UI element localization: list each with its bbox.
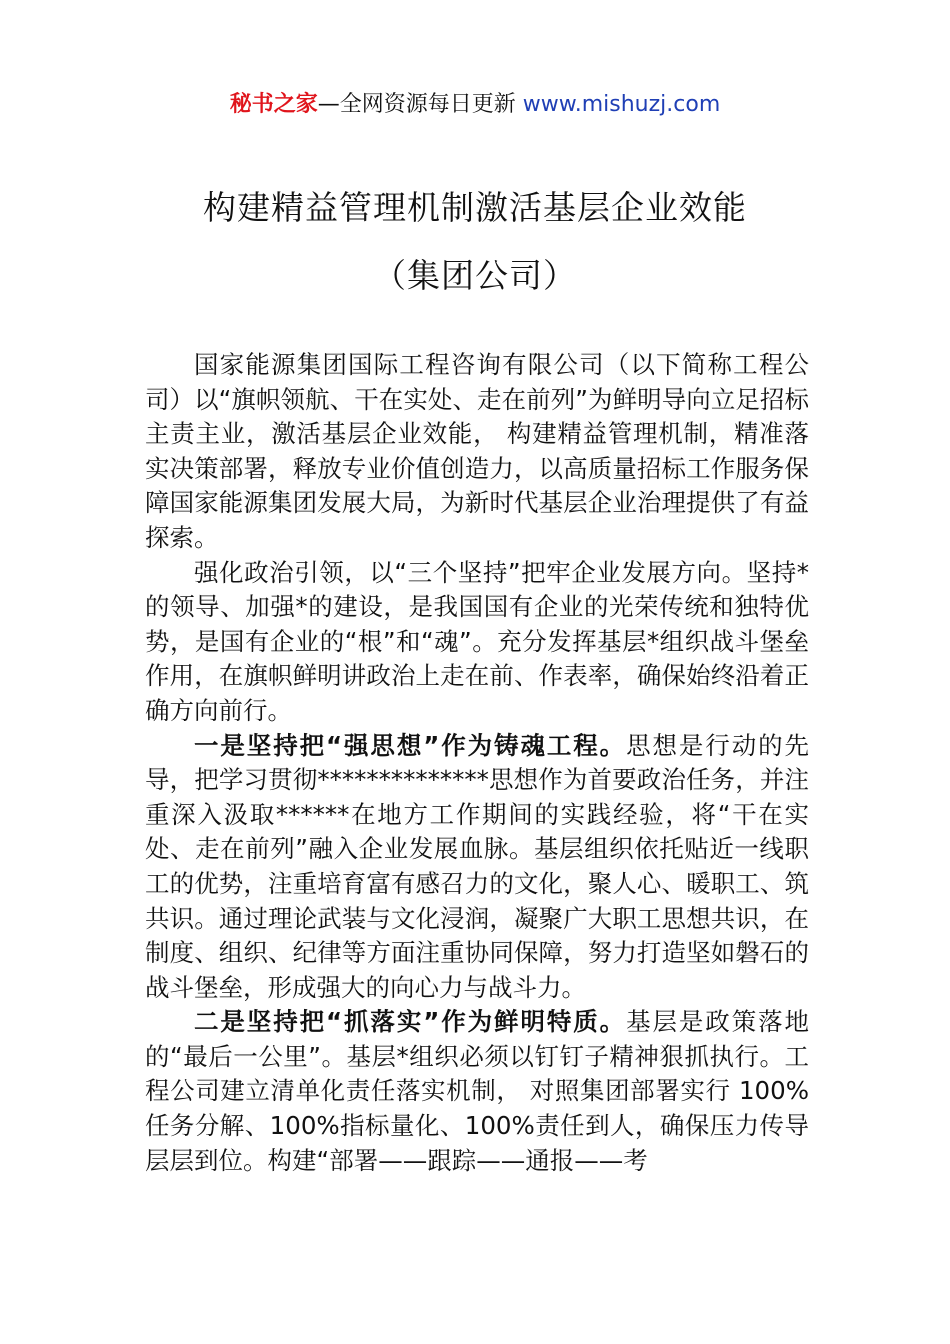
paragraph-point-one bbox=[145, 729, 809, 1006]
paragraph-text: 基层是政策落地的“最后一公里”。基层*组织必须以钉钉子精神狠抓执行。工程公司建立清单化责任落实机制， 对照集团部署实行 100%任务分解、100%指标量化、100%责任到人，确保压力传导层层到位。构建“部署——跟踪——通报——考 bbox=[145, 1007, 810, 1175]
document-body bbox=[145, 348, 809, 1178]
site-tagline: —全网资源每日更新 bbox=[317, 92, 523, 117]
paragraph-point-two bbox=[145, 1005, 809, 1178]
document-title: 构建精益管理机制激活基层企业效能 bbox=[203, 188, 747, 227]
site-brand: 秘书之家 bbox=[229, 92, 318, 117]
paragraph-lead: 二是坚持把“抓落实”作为鲜明特质。 bbox=[194, 1007, 627, 1037]
paragraph-political-leadership bbox=[145, 556, 809, 729]
document-subtitle: （集团公司） bbox=[373, 256, 577, 295]
site-header bbox=[0, 88, 950, 122]
paragraph-text: 强化政治引领，以“三个坚持”把牢企业发展方向。坚持*的领导、加强*的建设，是我国国有企业的光荣传统和独特优势，是国有企业的“根”和“魂”。充分发挥基层*组织战斗堡垒作用，在旗帜鲜明讲政治上走在前、作表率，确保始终沿着正确方向前行。 bbox=[145, 557, 809, 725]
paragraph-intro bbox=[145, 348, 809, 556]
paragraph-text: 国家能源集团国际工程咨询有限公司（以下简称工程公司）以“旗帜领航、干在实处、走在前列”为鲜明导向立足招标主责主业，激活基层企业效能， 构建精益管理机制，精准落实决策部署，释放专业价值创造力，以高质量招标工作服务保障国家能源集团发展大局，为新时代基层企业治理提供了有益探索。 bbox=[145, 350, 809, 552]
paragraph-text: 思想是行动的先导，把学习贯彻**************思想作为首要政治任务，并注重深入汲取******在地方工作期间的实践经验，将“干在实处、走在前列”融入企业发展血脉。基层组织依托贴近一线职工的优势，注重培育富有感召力的文化，聚人心、暖职工、筑共识。通过理论武装与文化浸润，凝聚广大职工思想共识，在制度、组织、纪律等方面注重协同保障，努力打造坚如磐石的战斗堡垒，形成强大的向心力与战斗力。 bbox=[145, 730, 810, 1002]
site-url-link[interactable]: www.mishuzj.com bbox=[522, 92, 721, 117]
paragraph-lead: 一是坚持把“强思想”作为铸魂工程。 bbox=[194, 730, 627, 760]
